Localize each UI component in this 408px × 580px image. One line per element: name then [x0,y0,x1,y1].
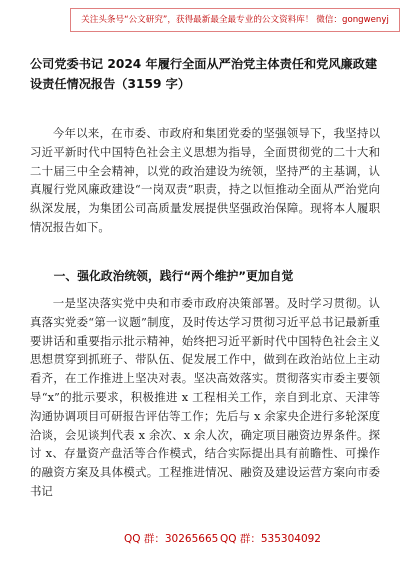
qq-group-2: QQ 群：535304092 [220,533,321,545]
paragraph-section-1: 一是坚决落实党中央和市委市政府决策部署。及时学习贯彻。认真落实党委“第一议题”制度，及时传达学习贯彻习近平总书记最新重要讲话和重要指示批示精神，始终把习近平新时代中国特色社会主义思想贯穿到抓班子、带队伍、促发展工作中，做到在政治站位上主动看齐，在工作推进上坚决对表。坚决高效落实。贯彻落实市委主要领导“x”的批示要求，积极推进 x 工程相关工作，亲自到北京、天津等沟通协调项目可研报告评估等工作；先后与 x 余家央企进行多轮深度洽谈，会见谈判代表 x 余次、x 余人次，确定项目融资边界条件。探讨 x、存量资产盘活等合作模式，结合实际提出具有前瞻性、可操作的融资方案及具体模式。工程推进情况、融资及建设运营方案向市委书记 [30,296,380,498]
promo-banner: 关注头条号“公文研究”，获得最新最全最专业的公文资料库！ 微信：gongwenyj [70,8,400,32]
footer-contact [0,530,408,548]
section-heading-1: 一、强化政治统领，践行“两个维护”更加自觉 [53,269,294,283]
paragraph-intro: 今年以来，在市委、市政府和集团党委的坚强领导下，我坚持以习近平新时代中国特色社会主义思想为指导，全面贯彻党的二十大和二十届三中全会精神，以党的政治建设为统领，坚持严的主基调，认真履行党风廉政建设“一岗双责”职责，持之以恒推动全面从严治党向纵深发展，为集团公司高质量发展提供坚强政治保障。现将本人履职情况报告如下。 [30,126,380,234]
document-title: 公司党委书记 2024 年履行全面从严治党主体责任和党风廉政建设责任情况报告（3159 字） [30,57,378,91]
qq-group-1: QQ 群：30265665 [124,533,219,545]
